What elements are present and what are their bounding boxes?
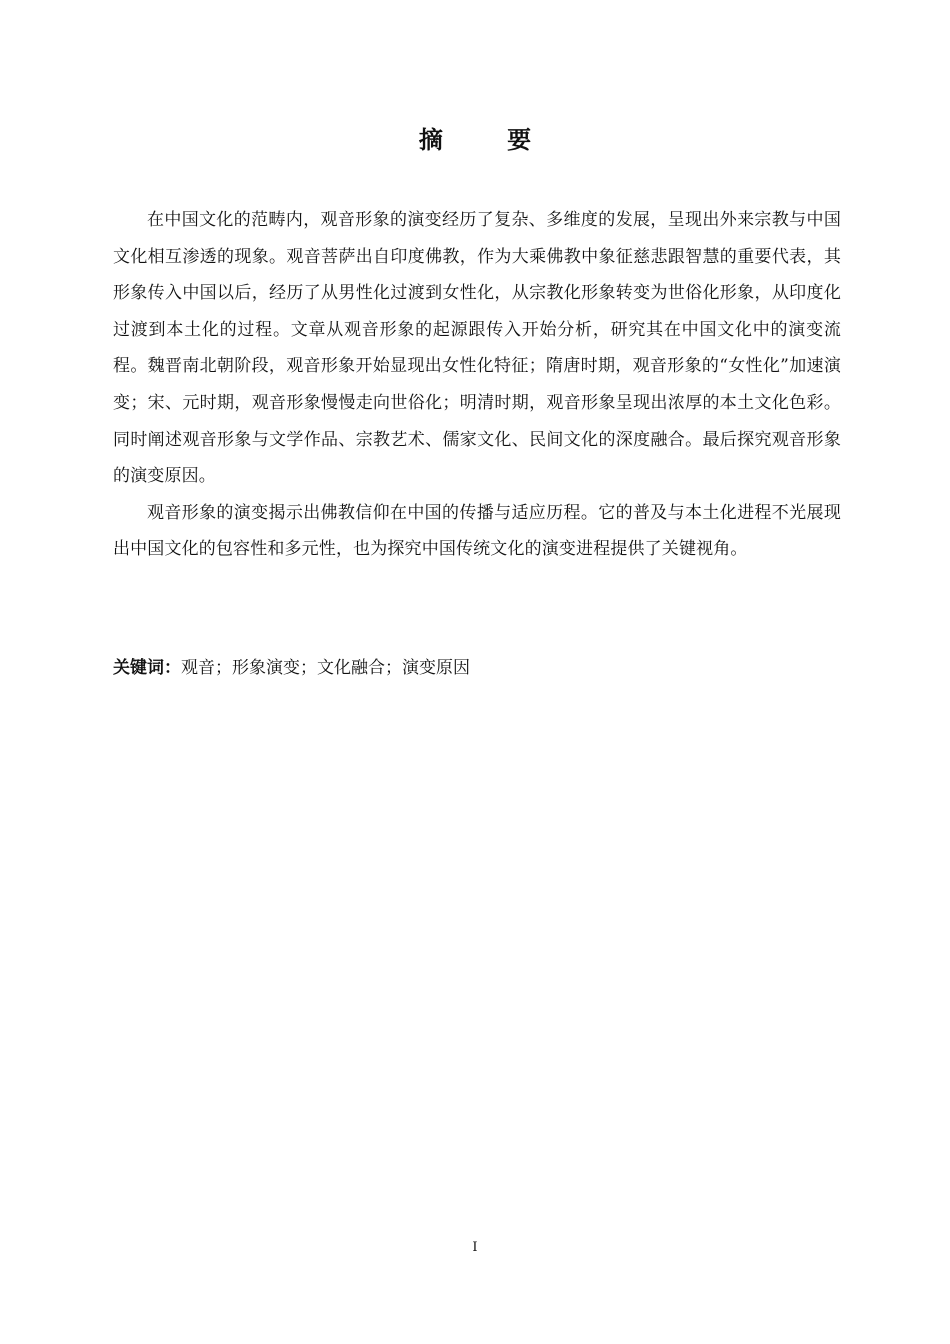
page-title: 摘 要 [418,126,560,154]
keywords-value: 观音；形象演变；文化融合；演变原因 [181,658,470,678]
abstract-paragraph-1: 在中国文化的范畴内，观音形象的演变经历了复杂、多维度的发展，呈现出外来宗教与中国文化相互渗透的现象。观音菩萨出自印度佛教，作为大乘佛教中象征慈悲跟智慧的重要代表，其形象传入中国以后，经历了从男性化过渡到女性化，从宗教化形象转变为世俗化形象，从印度化过渡到本土化的过程。文章从观音形象的起源跟传入开始分析，研究其在中国文化中的演变流程。魏晋南北朝阶段，观音形象开始显现出女性化特征；隋唐时期，观音形象的“女性化”加速演变；宋、元时期，观音形象慢慢走向世俗化；明清时期，观音形象呈现出浓厚的本土文化色彩。同时阐述观音形象与文学作品、宗教艺术、儒家文化、民间文化的深度融合。最后探究观音形象的演变原因。 [113,210,841,487]
keywords-label: 关键词： [113,658,181,678]
abstract-body [113,202,841,568]
page-number: I [472,1240,478,1255]
keywords-line [113,650,841,686]
abstract-paragraph-2: 观音形象的演变揭示出佛教信仰在中国的传播与适应历程。它的普及与本土化进程不光展现出中国文化的包容性和多元性，也为探究中国传统文化的演变进程提供了关键视角。 [113,502,841,560]
